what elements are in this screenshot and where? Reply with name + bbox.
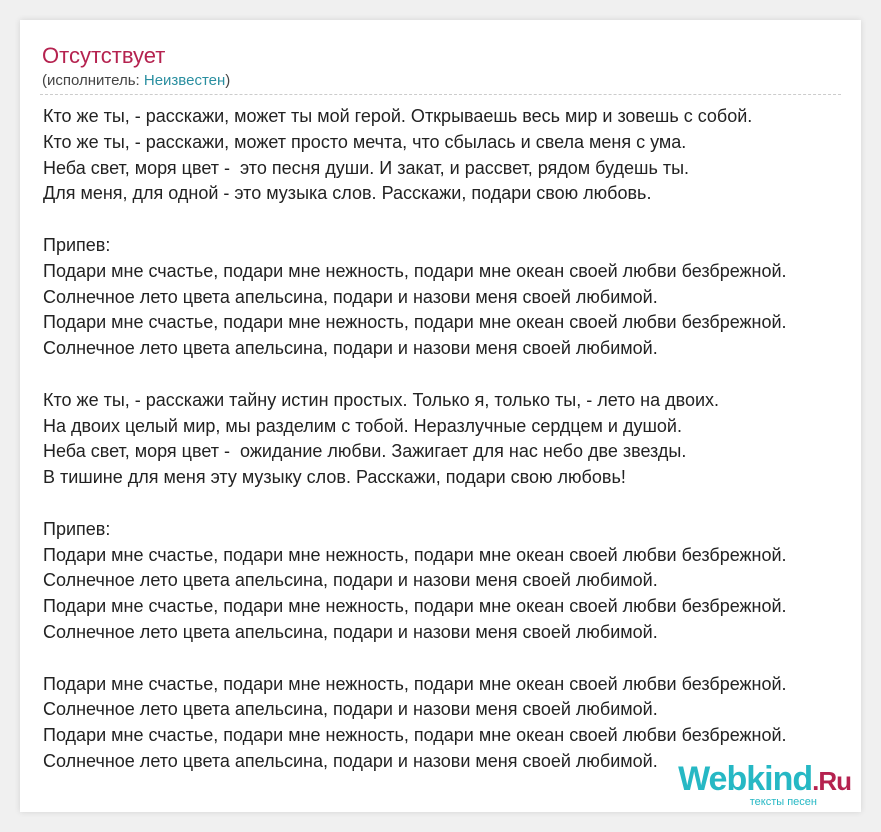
- logo-wordmark: [678, 762, 851, 798]
- lyric-line: Неба свет, моря цвет - ожидание любви. Зажигает для нас небо две звезды.: [43, 441, 687, 462]
- lyric-line: Солнечное лето цвета апельсина, подари и назови меня своей любимой.: [43, 286, 658, 307]
- logo-tagline: тексты песен: [749, 796, 817, 808]
- lyric-line: Подари мне счастье, подари мне нежность, подари мне океан своей любви безбрежной.: [43, 596, 787, 617]
- lyric-line: На двоих целый мир, мы разделим с тобой. Неразлучные сердцем и душой.: [43, 415, 682, 436]
- lyric-line: Кто же ты, - расскажи, может просто мечта, что сбылась и свела меня с ума.: [43, 131, 687, 152]
- lyric-line: [43, 362, 787, 388]
- webkind-logo[interactable]: [678, 762, 851, 808]
- artist-link[interactable]: Неизвестен: [143, 72, 226, 89]
- artist-prefix: (исполнитель:: [42, 72, 144, 89]
- lyric-line: [43, 207, 787, 233]
- lyric-line: Солнечное лето цвета апельсина, подари и назови меня своей любимой.: [43, 750, 658, 771]
- title-divider: [40, 94, 841, 95]
- logo-tld: .Ru: [812, 766, 851, 796]
- lyric-line: Припев:: [43, 518, 111, 539]
- artist-line: [42, 72, 230, 89]
- lyric-line: Подари мне счастье, подари мне нежность, подари мне океан своей любви безбрежной.: [43, 312, 787, 333]
- lyric-line: Подари мне счастье, подари мне нежность, подари мне океан своей любви безбрежной.: [43, 260, 787, 281]
- lyric-line: Подари мне счастье, подари мне нежность, подари мне океан своей любви безбрежной.: [43, 544, 787, 565]
- artist-suffix: ): [225, 72, 231, 89]
- lyric-line: Подари мне счастье, подари мне нежность, подари мне океан своей любви безбрежной.: [43, 673, 787, 694]
- lyric-line: Для меня, для одной - это музыка слов. Расскажи, подари свою любовь.: [43, 183, 652, 204]
- logo-word: Webkind: [678, 760, 813, 798]
- lyric-line: [43, 491, 787, 517]
- lyric-line: Солнечное лето цвета апельсина, подари и назови меня своей любимой.: [43, 338, 658, 359]
- lyric-line: Подари мне счастье, подари мне нежность, подари мне океан своей любви безбрежной.: [43, 725, 787, 746]
- lyrics-text: [43, 104, 787, 775]
- lyric-line: Неба свет, моря цвет - это песня души. И закат, и рассвет, рядом будешь ты.: [43, 157, 690, 178]
- lyric-line: Солнечное лето цвета апельсина, подари и назови меня своей любимой.: [43, 621, 658, 642]
- lyric-line: В тишине для меня эту музыку слов. Расскажи, подари свою любовь!: [43, 467, 626, 488]
- lyric-line: Кто же ты, - расскажи тайну истин простых. Только я, только ты, - лето на двоих.: [43, 389, 720, 410]
- lyric-line: Кто же ты, - расскажи, может ты мой герой. Открываешь весь мир и зовешь с собой.: [43, 106, 753, 126]
- lyric-line: Солнечное лето цвета апельсина, подари и назови меня своей любимой.: [43, 570, 658, 591]
- lyric-line: Припев:: [43, 234, 111, 255]
- lyrics-page: [20, 20, 861, 812]
- lyric-line: [43, 646, 787, 672]
- lyric-line: Солнечное лето цвета апельсина, подари и назови меня своей любимой.: [43, 699, 658, 720]
- song-title: Отсутствует: [42, 43, 166, 68]
